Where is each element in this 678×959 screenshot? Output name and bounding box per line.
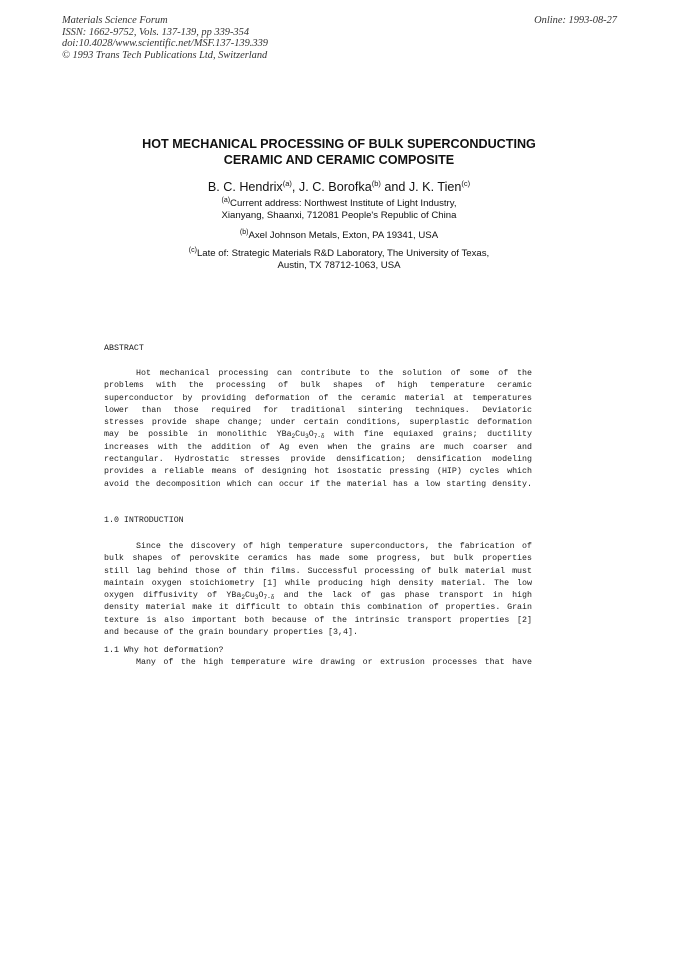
author-2-affiliation-mark: (b) xyxy=(371,179,381,188)
abstract-body xyxy=(104,368,532,491)
affiliation-c-line-2: Austin, TX 78712-1063, USA xyxy=(277,260,401,272)
introduction-line: Since the discovery of high temperature superconductors, the fabrication of xyxy=(136,542,532,551)
abstract-heading: ABSTRACT xyxy=(104,344,144,353)
doi-line[interactable]: doi:10.4028/www.scientific.net/MSF.137-139.339 xyxy=(62,38,268,50)
introduction-line: still lag behind those of thin films. Successful processing of bulk material must xyxy=(104,566,532,576)
affiliation-b-mark: (b) xyxy=(239,229,249,236)
online-date: Online: 1993-08-27 xyxy=(534,15,617,26)
section-1-1-heading: 1.1 Why hot deformation? xyxy=(104,646,224,655)
introduction-line: bulk shapes of perovskite ceramics has made some progress, but bulk properties xyxy=(104,554,532,564)
introduction-line: texture is also important both because of the intrinsic transport properties [2] xyxy=(104,615,532,625)
introduction-line: maintain oxygen stoichiometry [1] while producing high density material. The low xyxy=(104,578,532,588)
author-3-affiliation-mark: (c) xyxy=(461,179,471,188)
abstract-line: rectangular. Hydrostatic stresses provide densification; densification modeling xyxy=(104,455,532,465)
title-line-2: CERAMIC AND CERAMIC COMPOSITE xyxy=(223,153,455,167)
author-2: , J. C. Borofka xyxy=(291,180,372,194)
formula-ybco: $YBa_2Cu_3O_{7-\delta}$ xyxy=(226,591,275,602)
citation-header xyxy=(62,15,617,61)
introduction-body xyxy=(104,541,532,639)
affiliation-a-mark: (a) xyxy=(221,197,231,204)
formula-ybco: $YBa_2Cu_3O_{7-\delta}$ xyxy=(276,430,325,441)
affiliation-a-line-1: Current address: Northwest Institute of Light Industry, xyxy=(230,198,457,209)
author-3: and J. K. Tien xyxy=(380,180,462,194)
abstract-line: avoid the decomposition which can occur if the material has a low starting density. xyxy=(104,479,532,489)
abstract-line: Hot mechanical processing can contribute to the solution of some of the xyxy=(136,369,532,378)
introduction-heading: 1.0 INTRODUCTION xyxy=(104,516,184,525)
introduction-line: and because of the grain boundary properties [3,4]. xyxy=(104,628,358,638)
introduction-line: oxygen diffusivity of $YBa_2Cu_3O_{7-\delta}$ and the lack of gas phase transport in high xyxy=(104,591,532,602)
affiliation-b xyxy=(0,230,678,242)
abstract-line: superconductor by providing deformation of the ceramic material at temperatures xyxy=(104,393,532,403)
paper-title xyxy=(0,136,678,168)
section-1-1-body xyxy=(104,657,532,669)
affiliation-c xyxy=(0,248,678,272)
abstract-line: may be possible in monolithic $YBa_2Cu_3O_{7-\delta}$ with fine equiaxed grains; ductility xyxy=(104,430,532,441)
abstract-line: increases with the addition of Ag even when the grains are much coarser and xyxy=(104,442,532,452)
affiliation-a xyxy=(0,198,678,222)
affiliation-a-line-2: Xianyang, Shaanxi, 712081 People's Republic of China xyxy=(221,210,457,222)
introduction-line: density material make it difficult to obtain this combination of properties. Grain xyxy=(104,603,532,613)
affiliation-c-line-1: Late of: Strategic Materials R&D Laboratory, The University of Texas, xyxy=(196,248,490,259)
abstract-line: stresses provide shape change; under certain conditions, superplastic deformation xyxy=(104,418,532,428)
section-1-1-line: Many of the high temperature wire drawing or extrusion processes that have xyxy=(136,658,532,667)
title-line-1: HOT MECHANICAL PROCESSING OF BULK SUPERCONDUCTING xyxy=(142,137,536,151)
affiliation-c-mark: (c) xyxy=(188,247,197,254)
author-1-affiliation-mark: (a) xyxy=(282,179,292,188)
abstract-line: lower than those required for traditional sintering techniques. Deviatoric xyxy=(104,405,532,415)
author-1: B. C. Hendrix xyxy=(207,180,283,194)
abstract-line: provides a reliable means of designing hot isostatic pressing (HIP) cycles which xyxy=(104,467,532,477)
copyright-line: © 1993 Trans Tech Publications Ltd, Switzerland xyxy=(62,49,268,61)
affiliation-b-line-1: Axel Johnson Metals, Exton, PA 19341, USA xyxy=(248,230,439,241)
journal-name: Materials Science Forum xyxy=(62,15,168,26)
abstract-line: problems with the processing of bulk shapes of high temperature ceramic xyxy=(104,381,532,391)
issn-line: ISSN: 1662-9752, Vols. 137-139, pp 339-354 xyxy=(62,26,250,38)
author-list xyxy=(0,179,678,195)
